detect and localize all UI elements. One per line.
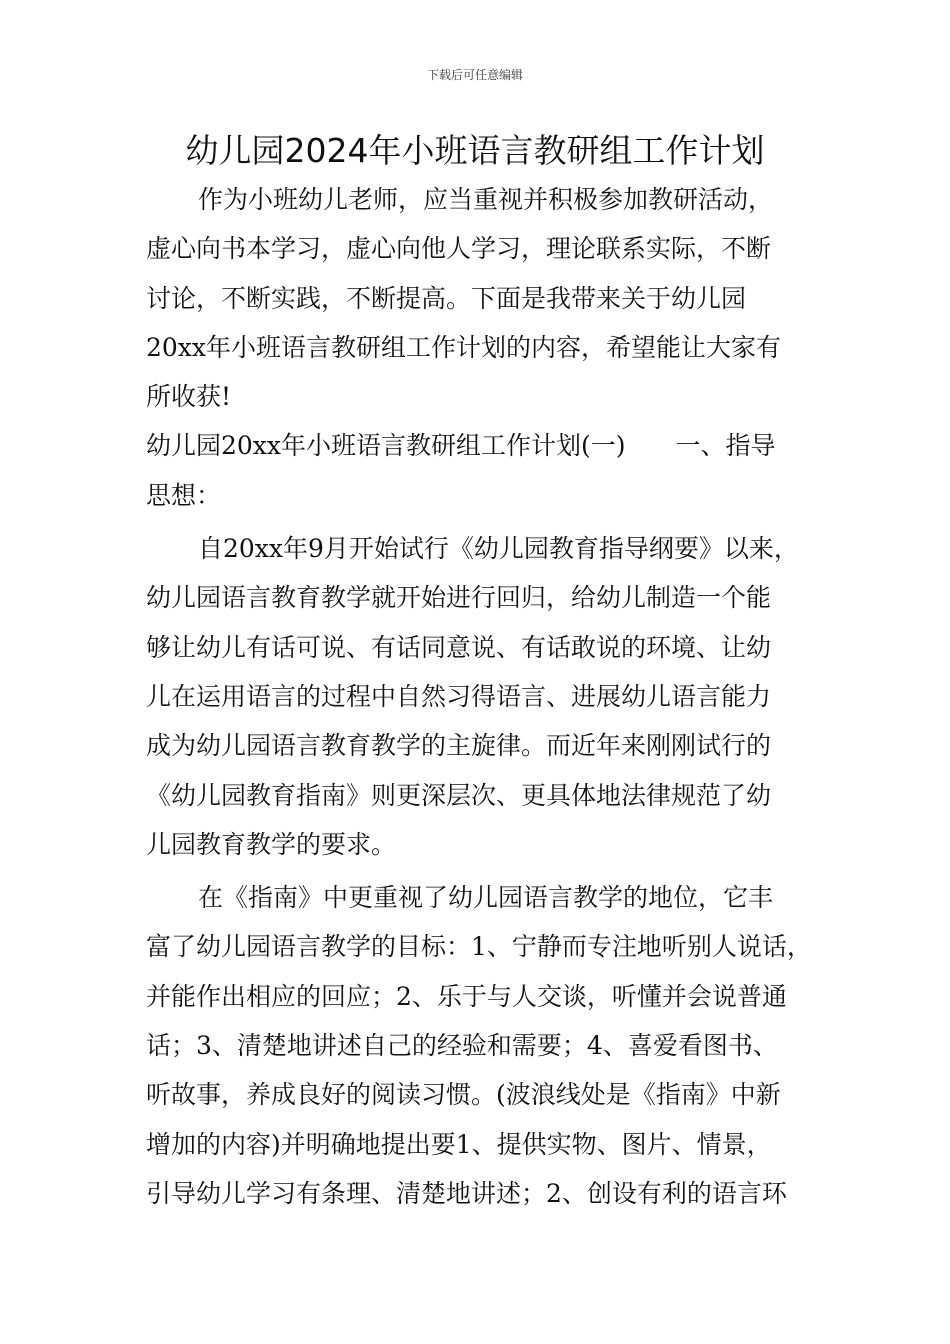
text-line: 引导幼儿学习有条理、清楚地讲述；2、创设有利的语言环 [146, 1178, 787, 1208]
text-line: 幼儿园语言教育教学就开始进行回归，给幼儿制造一个能 [146, 583, 772, 613]
text-line: 富了幼儿园语言教学的目标：1、宁静而专注地听别人说话， [146, 932, 812, 962]
text-line: 成为幼儿园语言教育教学的主旋律。而近年来刚刚试行的 [146, 731, 772, 761]
text-line: 听故事，养成良好的阅读习惯。(波浪线处是《指南》中新 [146, 1080, 781, 1110]
text-line: 虚心向书本学习，虚心向他人学习，理论联系实际，不断 [146, 234, 772, 264]
text-line: 儿在运用语言的过程中自然习得语言、进展幼儿语言能力 [146, 681, 772, 711]
paragraph-guideline [146, 524, 812, 869]
text-line: 增加的内容)并明确地提出要1、提供实物、图片、情景， [146, 1129, 772, 1159]
text-line: 幼儿园20xx年小班语言教研组工作计划(一) 一、指导 [146, 431, 776, 461]
text-line: 讨论，不断实践，不断提高。下面是我带来关于幼儿园 [146, 283, 747, 313]
document-body [146, 175, 812, 1218]
text-line: 思想： [146, 480, 222, 510]
text-line: 自20xx年9月开始试行《幼儿园教育指导纲要》以来， [198, 534, 799, 564]
text-line: 在《指南》中更重视了幼儿园语言教学的地位，它丰 [198, 883, 774, 913]
paragraph-intro [146, 175, 812, 421]
text-line: 20xx年小班语言教研组工作计划的内容，希望能让大家有 [146, 332, 782, 362]
paragraph-guide-goals [146, 873, 812, 1218]
header-note: 下载后可任意编辑 [426, 68, 523, 82]
text-line: 够让幼儿有话可说、有话同意说、有话敢说的环境、让幼 [146, 632, 772, 662]
text-line: 作为小班幼儿老师，应当重视并积极参加教研活动， [198, 185, 774, 214]
text-line: 话；3、清楚地讲述自己的经验和需要；4、喜爱看图书、 [146, 1031, 778, 1061]
text-line: 并能作出相应的回应；2、乐于与人交谈，听懂并会说普通 [146, 981, 787, 1011]
paragraph-section-heading [146, 421, 812, 520]
text-line: 所收获! [146, 382, 232, 412]
text-line: 《幼儿园教育指南》则更深层次、更具体地法律规范了幼 [146, 780, 772, 810]
text-line: 儿园教育教学的要求。 [146, 829, 397, 859]
document-title: 幼儿园2024年小班语言教研组工作计划 [185, 131, 765, 170]
